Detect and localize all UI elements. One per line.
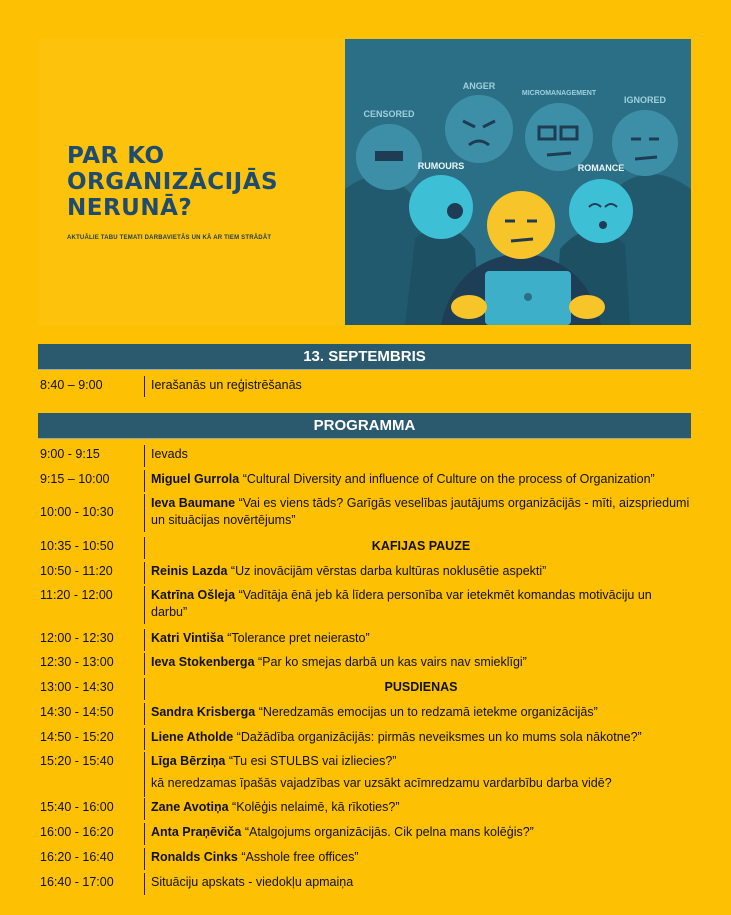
time-slot: 15:40 - 16:00 <box>40 800 114 814</box>
talk-title: “Dažādība organizācijās: pirmās neveiksmes un ko mums sola nākotne?” <box>236 730 642 744</box>
break-label: PUSDIENAS <box>384 680 458 694</box>
bubble-word: ANGER <box>462 81 496 91</box>
speaker-name: Katri Vintiša <box>151 631 224 645</box>
talk-title: Situāciju apskats - viedokļu apmaiņa <box>151 875 354 889</box>
talk-title: “Atalgojums organizācijās. Cik pelna mans kolēģis?” <box>244 825 534 839</box>
event-banner <box>38 39 691 325</box>
time-slot: 14:30 - 14:50 <box>40 705 114 719</box>
speaker-name: Reinis Lazda <box>151 564 228 578</box>
session-text <box>151 587 691 621</box>
session-text <box>151 704 691 721</box>
session-text <box>151 729 691 746</box>
divider <box>144 678 145 700</box>
session-text <box>151 824 691 841</box>
session-text: Ierašanās un reģistrēšanās <box>151 378 302 392</box>
program-header: PROGRAMMA <box>38 413 691 439</box>
divider <box>144 848 145 870</box>
session-text <box>151 446 691 463</box>
bubble-word: CENSORED <box>363 109 415 119</box>
session-text <box>151 654 691 671</box>
time-slot: 10:35 - 10:50 <box>40 539 114 553</box>
session-text <box>151 874 691 891</box>
date-header: 13. SEPTEMBRIS <box>38 344 691 370</box>
banner-title-line: NERUNĀ? <box>67 195 193 221</box>
speaker-name: Anta Praņēviča <box>151 825 242 839</box>
divider <box>144 752 145 797</box>
speaker-name: Ronalds Cinks <box>151 850 238 864</box>
session-text <box>151 495 691 529</box>
banner-text-area <box>38 39 344 325</box>
time-slot: 12:00 - 12:30 <box>40 631 114 645</box>
time-slot: 11:20 - 12:00 <box>40 588 113 602</box>
divider <box>144 537 145 559</box>
bubble-word: RUMOURS <box>417 161 465 171</box>
banner-title <box>67 143 278 221</box>
divider <box>144 494 145 532</box>
bubble-word: IGNORED <box>623 95 667 105</box>
talk-title: “Par ko smejas darbā un kas vairs nav smieklīgi” <box>258 655 527 669</box>
bubble-word: MICROMANAGEMENT <box>521 90 597 97</box>
time-slot: 12:30 - 13:00 <box>40 655 114 669</box>
bubble-word: ROMANCE <box>577 163 625 173</box>
talk-title: “Kolēģis nelaimē, kā rīkoties?” <box>232 800 400 814</box>
speaker-name: Zane Avotiņa <box>151 800 229 814</box>
divider <box>144 470 145 492</box>
time-slot: 13:00 - 14:30 <box>40 680 114 694</box>
talk-title: “Tu esi STULBS vai izliecies?” <box>228 754 397 768</box>
session-text <box>151 630 691 647</box>
time-slot: 10:50 - 11:20 <box>40 564 113 578</box>
banner-illustration <box>345 39 691 325</box>
time-slot: 15:20 - 15:40 <box>40 754 114 768</box>
speaker-name: Līga Bērziņa <box>151 754 226 768</box>
speaker-name: Ieva Stokenberga <box>151 655 255 669</box>
divider <box>144 445 145 467</box>
talk-title: “Tolerance pret neierasto” <box>227 631 370 645</box>
divider <box>144 586 145 624</box>
time-slot: 16:20 - 16:40 <box>40 850 114 864</box>
time-slot: 16:00 - 16:20 <box>40 825 114 839</box>
divider <box>144 703 145 725</box>
banner-title-line: PAR KO <box>67 143 165 169</box>
session-text <box>151 563 691 580</box>
talk-title: “Cultural Diversity and influence of Culture on the process of Organization” <box>242 472 655 486</box>
divider <box>144 653 145 675</box>
session-text <box>151 753 691 770</box>
session-text <box>151 849 691 866</box>
divider <box>144 376 145 397</box>
talk-title: “Vai es viens tāds? Garīgās veselības jautājums organizācijās - mīti, aizspriedumi un situācijas novērtējums” <box>151 496 690 527</box>
time-slot: 14:50 - 15:20 <box>40 730 114 744</box>
time-slot: 9:15 – 10:00 <box>40 472 110 486</box>
divider <box>144 562 145 584</box>
banner-title-line: ORGANIZĀCIJĀS <box>67 169 279 195</box>
time-slot: 9:00 - 9:15 <box>40 447 100 461</box>
time-slot: 10:00 - 10:30 <box>40 505 114 519</box>
talk-title: “Neredzamās emocijas un to redzamā ietekme organizācijās” <box>258 705 598 719</box>
banner-subtitle: AKTUĀLIE TABU TEMATI DARBAVIETĀS UN KĀ AR TIEM STRĀDĀT <box>67 235 272 241</box>
session-text <box>151 799 691 816</box>
time-slot: 8:40 – 9:00 <box>40 378 103 392</box>
divider <box>144 629 145 651</box>
session-text <box>151 471 691 488</box>
speaker-name: Liene Atholde <box>151 730 234 744</box>
talk-title: Ievads <box>151 447 188 461</box>
talk-title: “Uz inovācijām vērstas darba kultūras noklusētie aspekti” <box>230 564 547 578</box>
registration-row <box>40 377 691 397</box>
divider <box>144 798 145 820</box>
divider <box>144 728 145 750</box>
divider <box>144 873 145 895</box>
talk-title: “Vadītāja ēnā jeb kā līdera personība var ietekmēt komandas motivāciju un darbu” <box>151 588 652 619</box>
speaker-name: Katrīna Ošleja <box>151 588 236 602</box>
speaker-name: Ieva Baumane <box>151 496 236 510</box>
divider <box>144 823 145 845</box>
talk-title: “Asshole free offices” <box>241 850 359 864</box>
speaker-name: Sandra Krisberga <box>151 705 256 719</box>
speaker-name: Miguel Gurrola <box>151 472 240 486</box>
time-slot: 16:40 - 17:00 <box>40 875 114 889</box>
session-text-continued: kā neredzamas īpašās vajadzības var uzsākt acīmredzamu vardarbību darba vidē? <box>151 776 612 790</box>
break-label: KAFIJAS PAUZE <box>371 539 471 553</box>
